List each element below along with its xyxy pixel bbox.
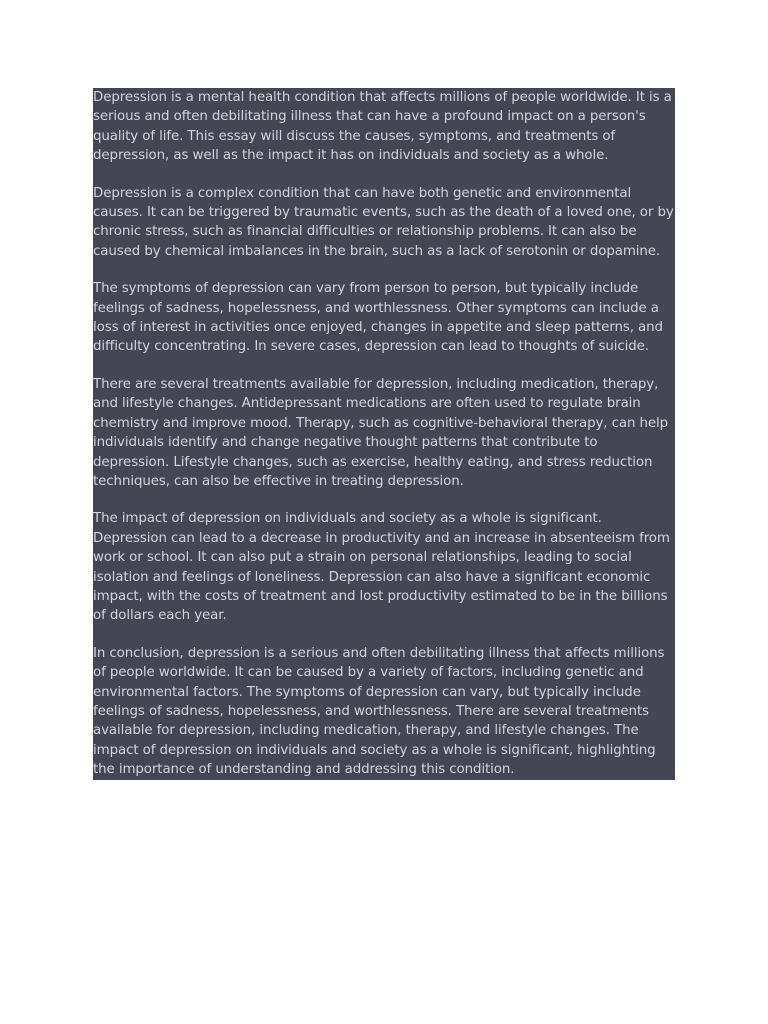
essay-paragraph-symptoms: The symptoms of depression can vary from person to person, but typically include feelings of sadness, hopelessness, and worthlessness. Other symptoms can include a loss of interest in activities once enjoyed, changes in appetite and sleep patterns, and difficulty concentrating. In severe cases, depression can lead to thoughts of suicide. [93, 281, 663, 355]
essay-paragraph-impact: The impact of depression on individuals and society as a whole is significant. Depression can lead to a decrease in productivity and an increase in absenteeism from work or school. It can also put a strain on personal relationships, leading to social isolation and feelings of loneliness. Depression can also have a significant economic impact, with the costs of treatment and lost productivity estimated to be in the billions of dollars each year. [93, 511, 670, 624]
essay-paragraph-intro: Depression is a mental health condition that affects millions of people worldwide. It is a serious and often debilitating illness that can have a profound impact on a person's quality of life. This essay will discuss the causes, symptoms, and treatments of depression, as well as the impact it has on individuals and society as a whole. [93, 90, 672, 164]
essay-text-block [93, 88, 675, 780]
essay-paragraph-causes: Depression is a complex condition that can have both genetic and environmental causes. It can be triggered by traumatic events, such as the death of a loved one, or by chronic stress, such as financial difficulties or relationship problems. It can also be caused by chemical imbalances in the brain, such as a lack of serotonin or dopamine. [93, 185, 674, 259]
essay-paragraph-conclusion: In conclusion, depression is a serious and often debilitating illness that affects millions of people worldwide. It can be caused by a variety of factors, including genetic and environmental factors. The symptoms of depression can vary, but typically include feelings of sadness, hopelessness, and worthlessness. There are several treatments available for depression, including medication, therapy, and lifestyle changes. The impact of depression on individuals and society as a whole is significant, highlighting the importance of understanding and addressing this condition. [93, 645, 665, 778]
essay-paragraph-treatments: There are several treatments available for depression, including medication, therapy, and lifestyle changes. Antidepressant medications are often used to regulate brain chemistry and improve mood. Therapy, such as cognitive-behavioral therapy, can help individuals identify and change negative thought patterns that contribute to depression. Lifestyle changes, such as exercise, healthy eating, and stress reduction techniques, can also be effective in treating depression. [93, 376, 669, 489]
